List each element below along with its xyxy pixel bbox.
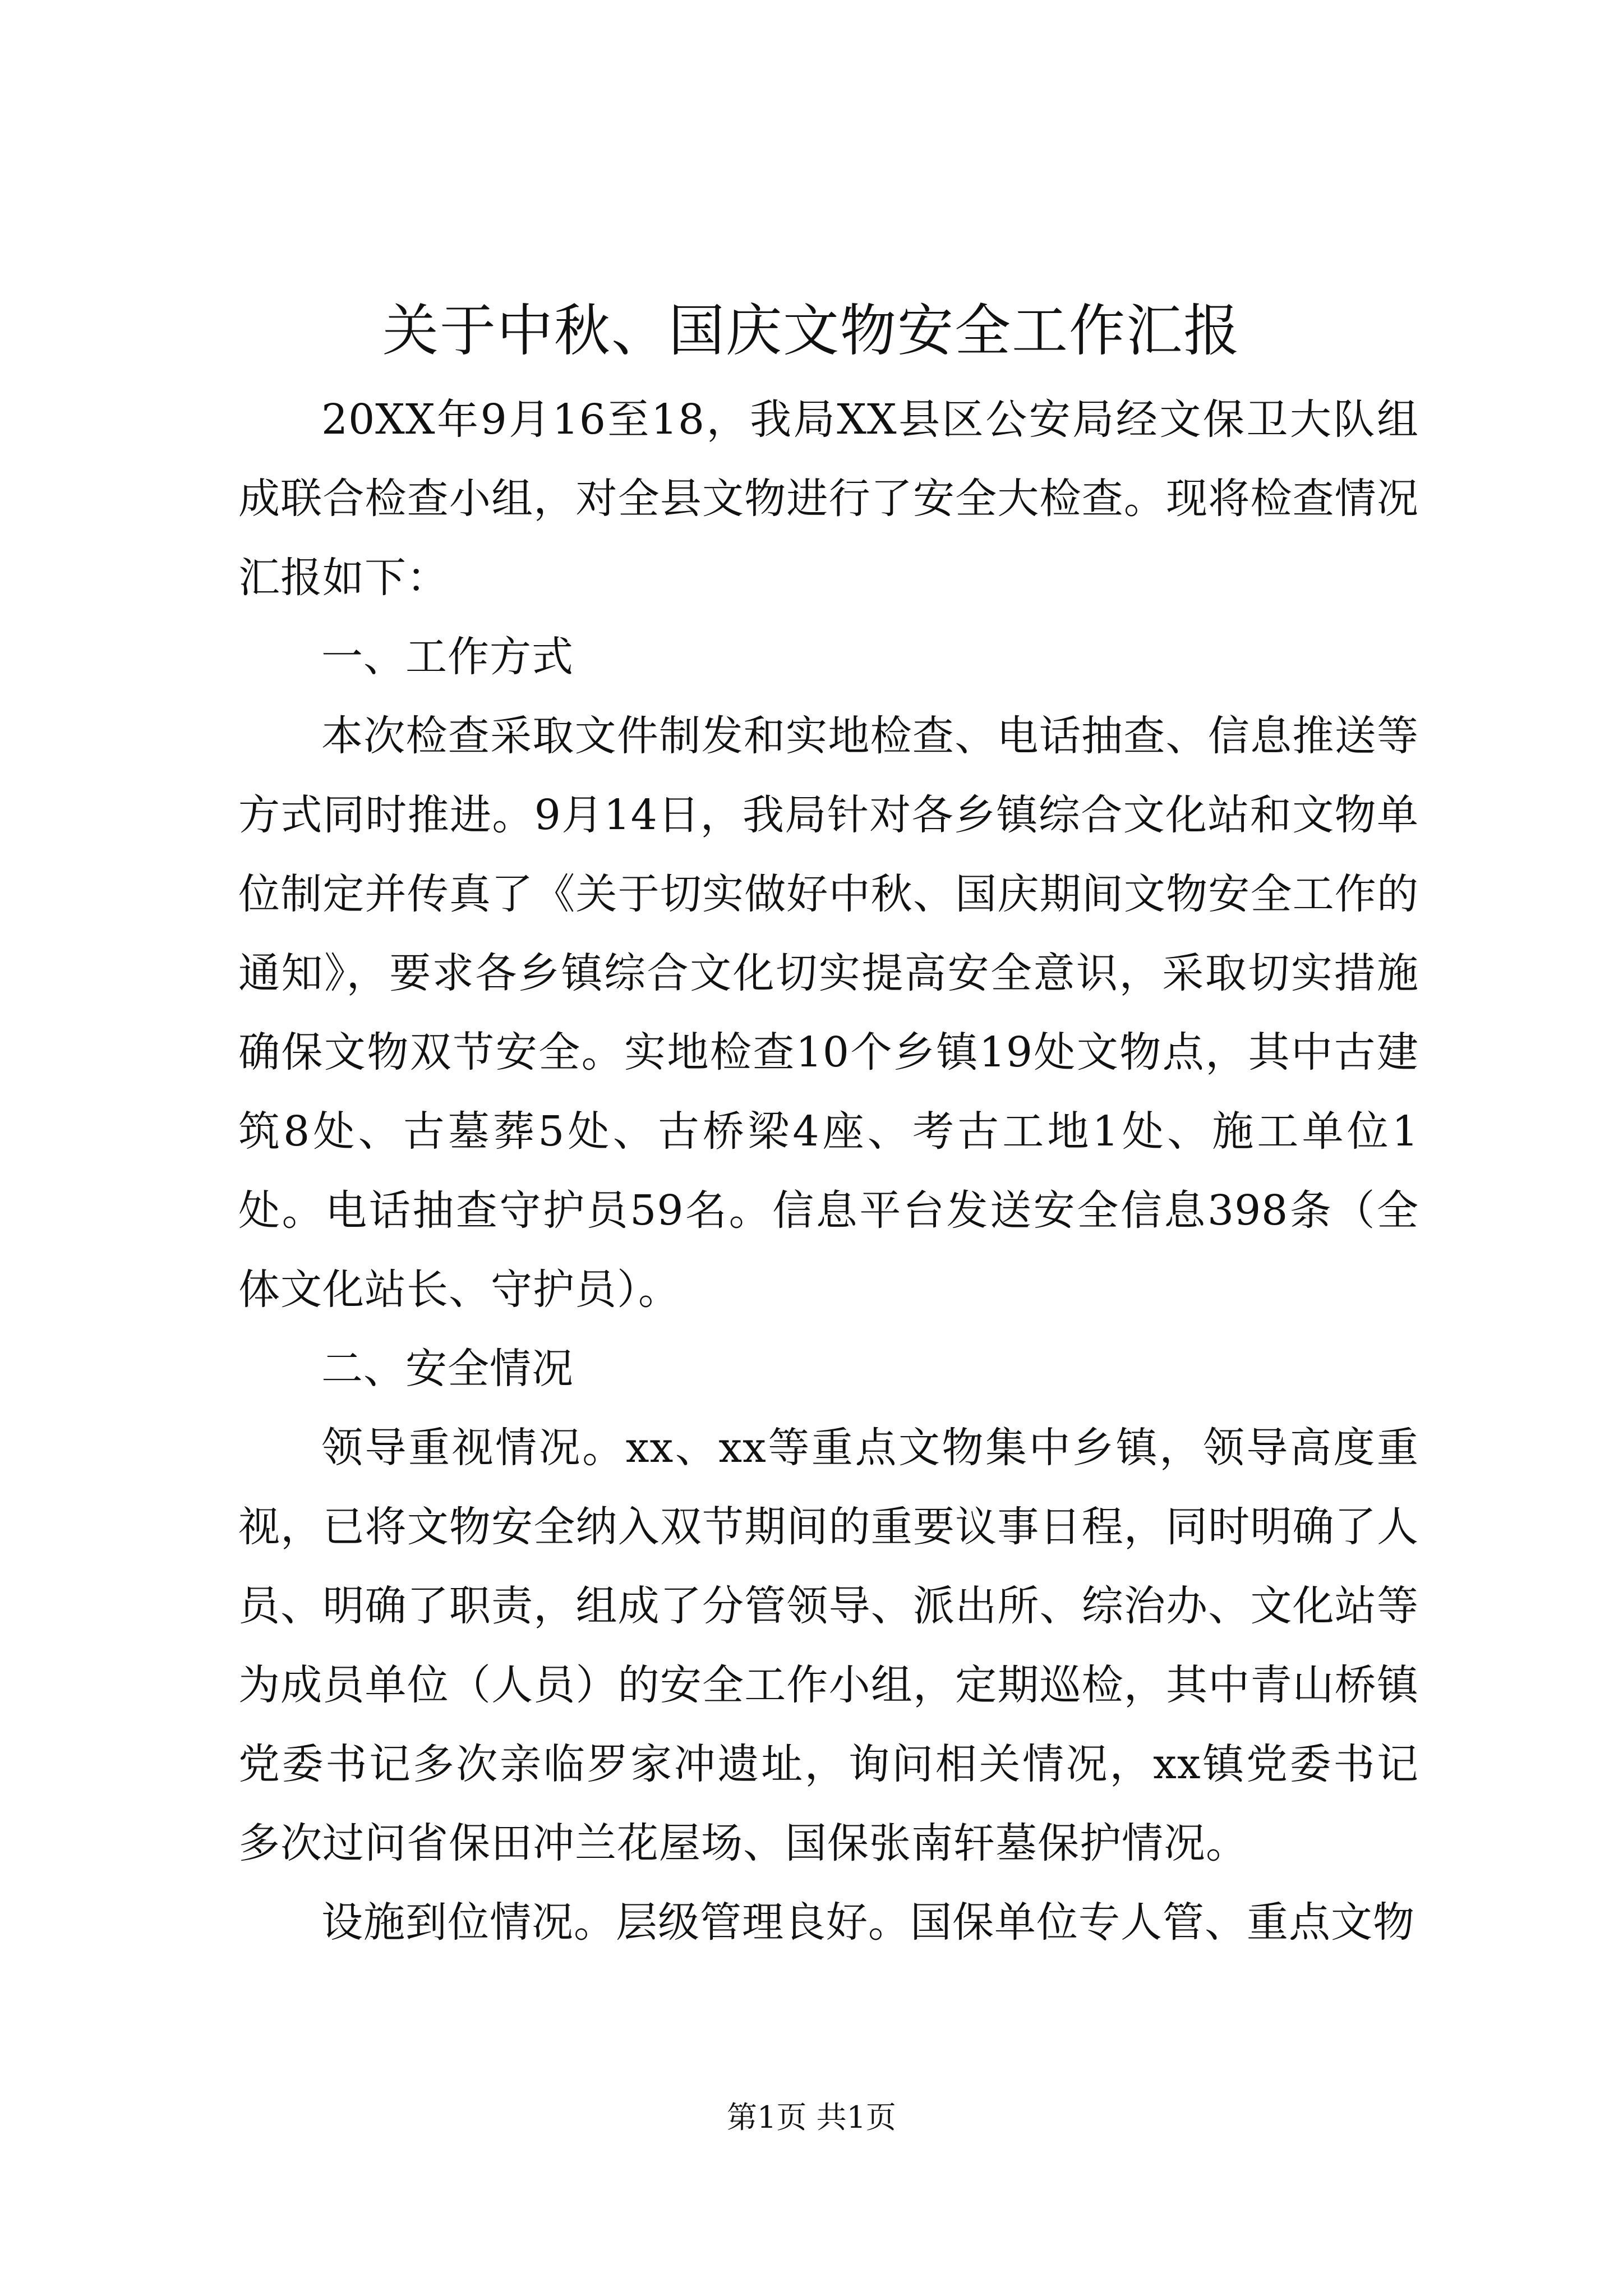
paragraph-facilities: 设施到位情况。层级管理良好。国保单位专人管、重点文物 xyxy=(321,1898,1415,1947)
document-title: 关于中秋、国庆文物安全工作汇报 xyxy=(382,298,1241,364)
section-heading-safety-status: 二、安全情况 xyxy=(321,1345,574,1393)
paragraph-intro: 20XX年9月16至18，我局XX县区公安局经文保卫大队组成联合检查小组，对全县文物进行了安全大检查。现将检查情况汇报如下： xyxy=(238,395,1419,602)
paragraph-leadership: 领导重视情况。xx、xx等重点文物集中乡镇，领导高度重视，已将文物安全纳入双节期间的重要议事日程，同时明确了人员、明确了职责，组成了分管领导、派出所、综治办、文化站等为成员单位（人员）的安全工作小组，定期巡检，其中青山桥镇党委书记多次亲临罗家冲遗址，询问相关情况，xx镇党委书记多次过问省保田冲兰花屋场、国保张南轩墓保护情况。 xyxy=(238,1424,1419,1867)
section-heading-work-method: 一、工作方式 xyxy=(321,633,574,681)
document-body xyxy=(238,380,1419,1962)
paragraph-work-method: 本次检查采取文件制发和实地检查、电话抽查、信息推送等方式同时推进。9月14日，我局针对各乡镇综合文化站和文物单位制定并传真了《关于切实做好中秋、国庆期间文物安全工作的通知》，要求各乡镇综合文化切实提高安全意识，采取切实措施确保文物双节安全。实地检查10个乡镇19处文物点，其中古建筑8处、古墓葬5处、古桥梁4座、考古工地1处、施工单位1处。电话抽查守护员59名。信息平台发送安全信息398条（全体文化站长、守护员）。 xyxy=(238,712,1419,1314)
page-footer: 第1页 共1页 xyxy=(727,2100,896,2135)
